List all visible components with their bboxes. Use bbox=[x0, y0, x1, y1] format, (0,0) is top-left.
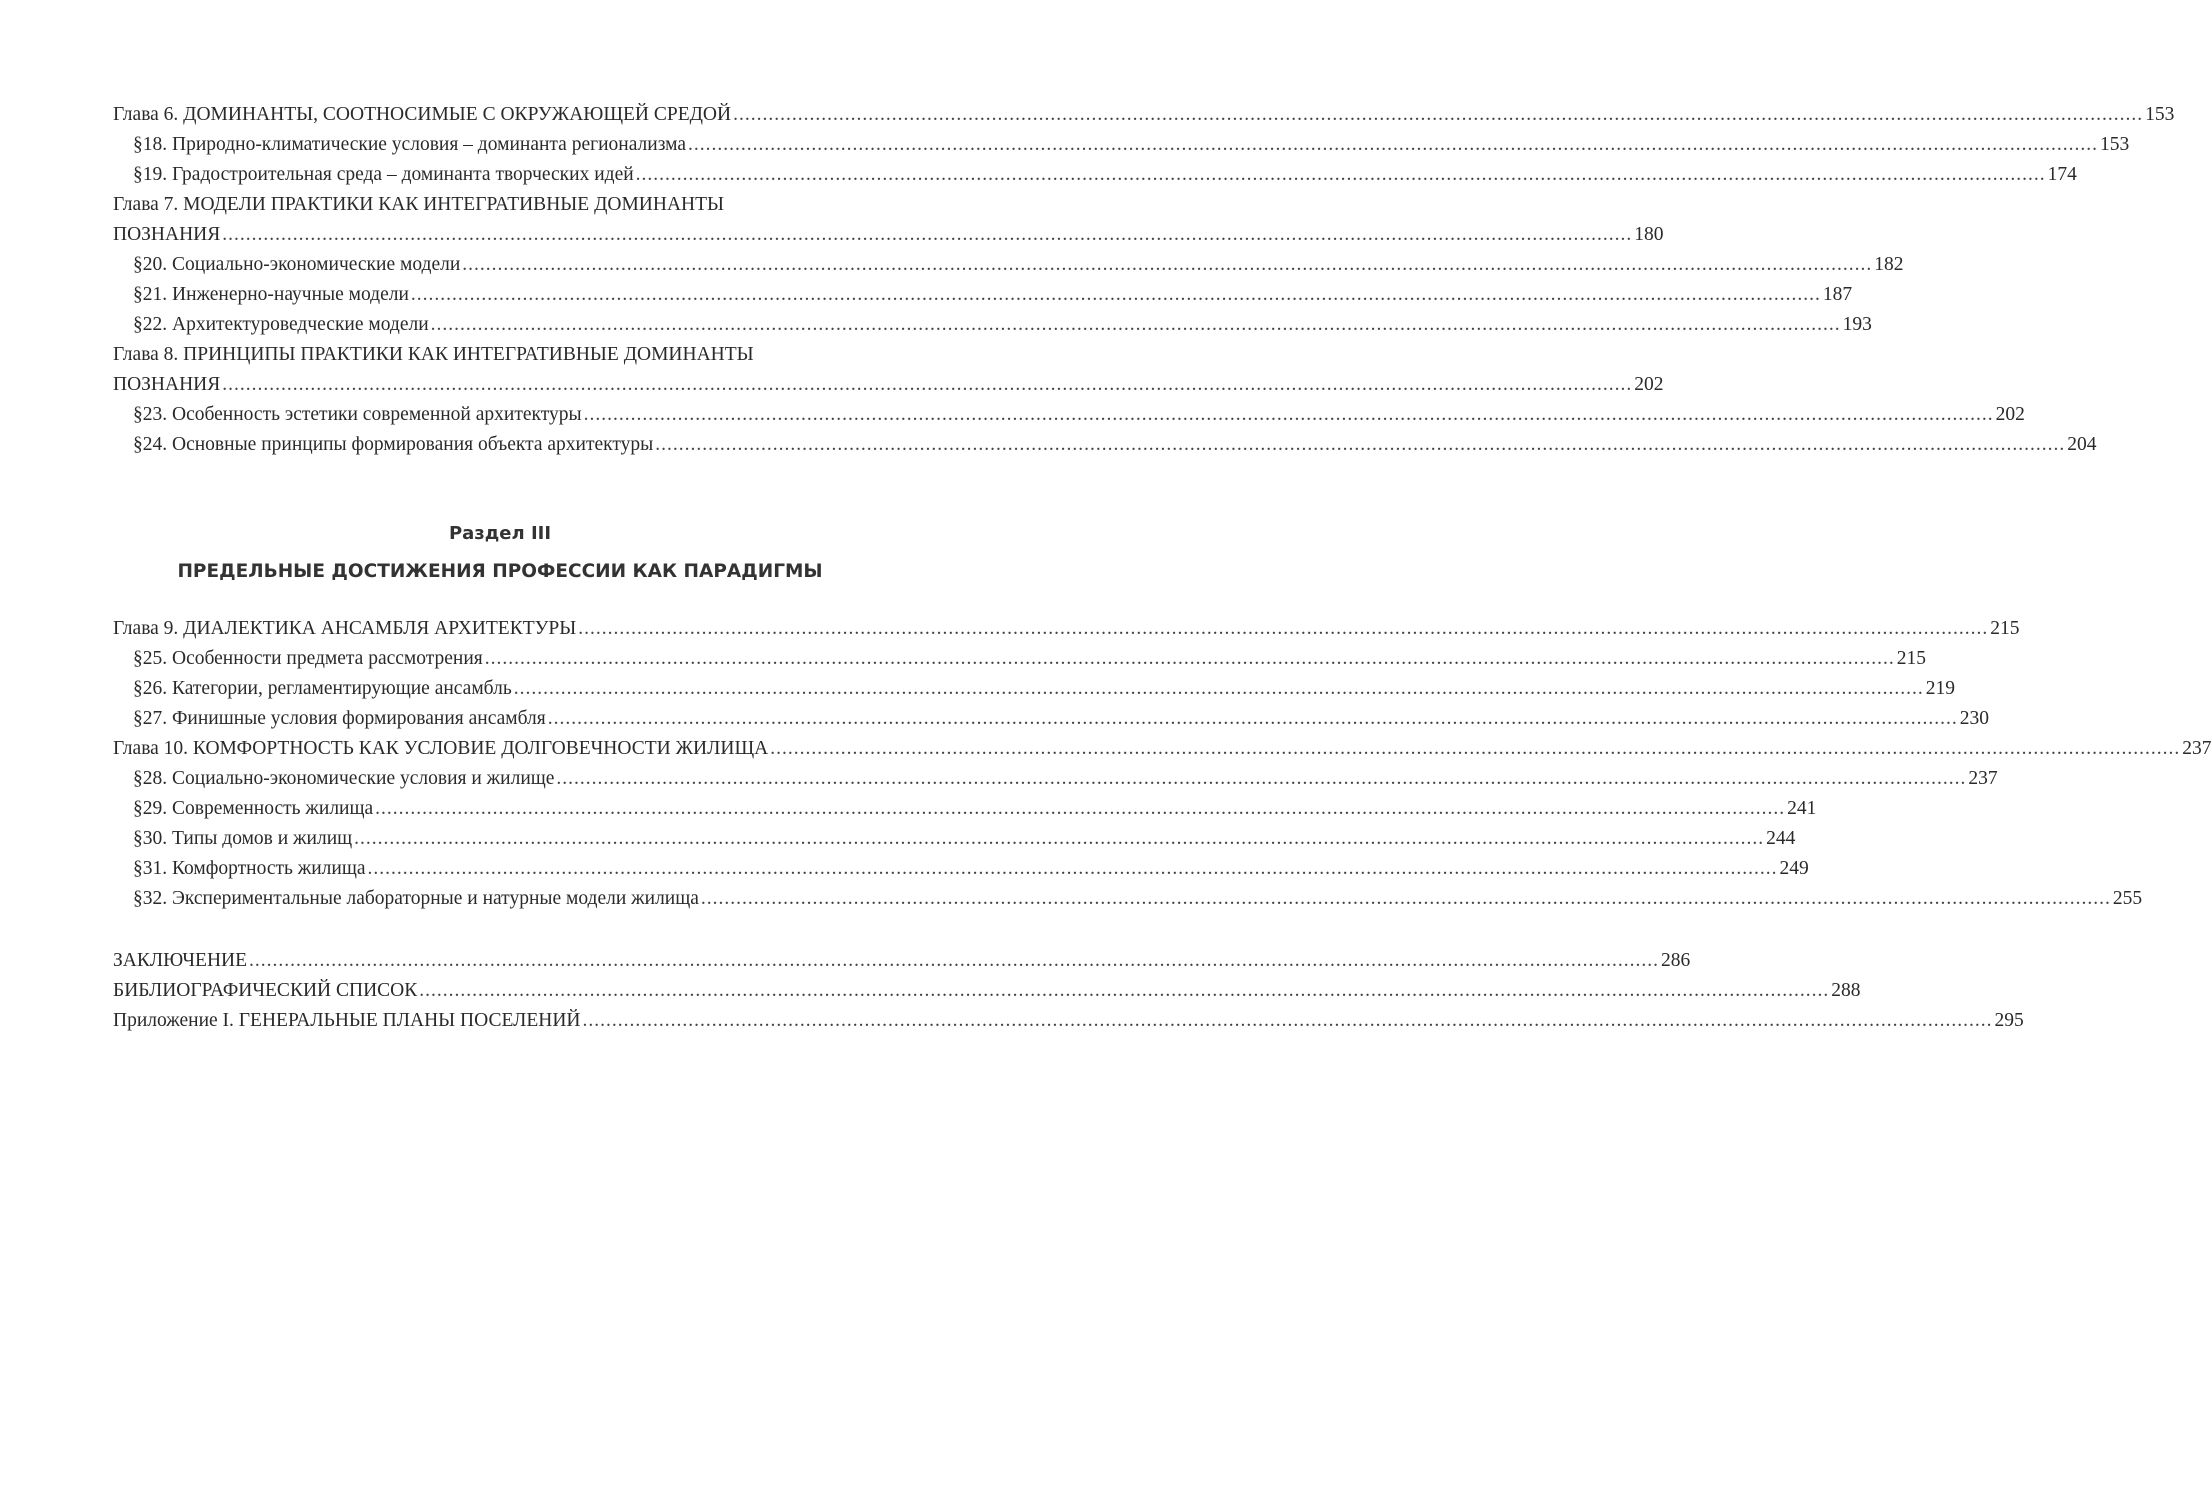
toc-section-entry bbox=[113, 280, 1853, 310]
toc-section-entry bbox=[113, 400, 2025, 430]
dot-leader bbox=[556, 764, 1966, 794]
toc-section-entry bbox=[113, 674, 1955, 704]
dot-leader bbox=[548, 704, 1958, 734]
dot-leader bbox=[688, 130, 2098, 160]
toc-section-entry bbox=[113, 310, 1872, 340]
toc-chapter-entry bbox=[113, 1006, 2024, 1036]
toc-page-number: 215 bbox=[1896, 648, 1926, 669]
dot-leader bbox=[701, 884, 2111, 914]
toc-section-entry bbox=[113, 884, 2143, 914]
dot-leader bbox=[222, 370, 1632, 400]
dot-leader bbox=[655, 430, 2065, 460]
toc-page-number: 244 bbox=[1766, 828, 1796, 849]
toc-page-number: 219 bbox=[1925, 678, 1955, 699]
toc-entry-title: ЗАКЛЮЧЕНИЕ bbox=[113, 950, 248, 971]
toc-chapter-title-line1: Глава 7. МОДЕЛИ ПРАКТИКИ КАК ИНТЕГРАТИВНЫЕ ДОМИНАНТЫ bbox=[113, 194, 725, 215]
toc-chapter-entry bbox=[113, 220, 1664, 250]
toc-page-number: 187 bbox=[1822, 284, 1853, 305]
dot-leader bbox=[431, 310, 1841, 340]
toc-entry-title: Глава 9. ДИАЛЕКТИКА АНСАМБЛЯ АРХИТЕКТУРЫ bbox=[113, 618, 577, 639]
toc-bottom-block bbox=[113, 614, 2211, 914]
toc-chapter-entry bbox=[113, 976, 1861, 1006]
dot-leader bbox=[578, 614, 1988, 644]
dot-leader bbox=[733, 100, 2143, 130]
toc-entry-title: §25. Особенности предмета рассмотрения bbox=[133, 648, 483, 669]
toc-section-entry bbox=[113, 704, 1989, 734]
dot-leader bbox=[354, 824, 1764, 854]
toc-page-number: 174 bbox=[2047, 164, 2077, 185]
dot-leader bbox=[584, 400, 1994, 430]
section-header bbox=[0, 518, 1000, 592]
toc-section-entry bbox=[113, 160, 2077, 190]
toc-chapter-entry bbox=[113, 946, 1691, 976]
dot-leader bbox=[514, 674, 1924, 704]
toc-section-entry bbox=[113, 130, 2130, 160]
toc-section-entry bbox=[113, 824, 1796, 854]
toc-entry-title: §26. Категории, регламентирующие ансамбль bbox=[133, 678, 512, 699]
toc-page-number: 295 bbox=[1994, 1010, 2024, 1031]
dot-leader bbox=[583, 1006, 1993, 1036]
dot-leader bbox=[462, 250, 1872, 280]
toc-entry-title: §20. Социально-экономические модели bbox=[133, 254, 461, 275]
toc-page-number: 182 bbox=[1874, 254, 1904, 275]
toc-entry-title: §22. Архитектуроведческие модели bbox=[133, 314, 429, 335]
section-label: Раздел III bbox=[448, 523, 552, 544]
toc-page-number: 153 bbox=[2100, 134, 2130, 155]
toc-top-block bbox=[113, 100, 2175, 460]
toc-entry-title-line2: ПОЗНАНИЯ bbox=[113, 224, 221, 245]
toc-entry-title: §29. Современность жилища bbox=[133, 798, 374, 819]
toc-entry-title: Приложение I. ГЕНЕРАЛЬНЫЕ ПЛАНЫ ПОСЕЛЕНИЙ bbox=[113, 1010, 581, 1031]
toc-entry-title-line2: ПОЗНАНИЯ bbox=[113, 374, 221, 395]
dot-leader bbox=[419, 976, 1829, 1006]
toc-page-number: 193 bbox=[1842, 314, 1872, 335]
toc-page-number: 237 bbox=[2182, 738, 2211, 759]
toc-page-number: 237 bbox=[1968, 768, 1998, 789]
toc-entry-title: §21. Инженерно-научные модели bbox=[133, 284, 409, 305]
toc-page-number: 286 bbox=[1661, 950, 1691, 971]
dot-leader bbox=[222, 220, 1632, 250]
toc-entry-title: §27. Финишные условия формирования ансамбля bbox=[133, 708, 546, 729]
toc-entry-title: Глава 6. ДОМИНАНТЫ, СООТНОСИМЫЕ С ОКРУЖАЮЩЕЙ СРЕДОЙ bbox=[113, 104, 732, 125]
toc-page-number: 241 bbox=[1787, 798, 1817, 819]
toc-entry-title: §30. Типы домов и жилищ bbox=[133, 828, 353, 849]
toc-section-entry bbox=[113, 764, 1998, 794]
dot-leader bbox=[770, 734, 2180, 764]
toc-entry-title: §23. Особенность эстетики современной архитектуры bbox=[133, 404, 582, 425]
toc-end-block bbox=[113, 946, 2024, 1036]
toc-entry-title: §19. Градостроительная среда – доминанта творческих идей bbox=[133, 164, 634, 185]
toc-section-entry bbox=[113, 794, 1817, 824]
toc-entry-title: Глава 10. КОМФОРТНОСТЬ КАК УСЛОВИЕ ДОЛГОВЕЧНОСТИ ЖИЛИЩА bbox=[113, 738, 769, 759]
toc-page-number: 288 bbox=[1831, 980, 1861, 1001]
toc-section-entry bbox=[113, 430, 2097, 460]
dot-leader bbox=[485, 644, 1895, 674]
toc-page-number: 249 bbox=[1779, 858, 1809, 879]
toc-page-number: 255 bbox=[2112, 888, 2143, 909]
dot-leader bbox=[411, 280, 1821, 310]
toc-page-number: 180 bbox=[1634, 224, 1664, 245]
dot-leader bbox=[249, 946, 1659, 976]
toc-page-number: 153 bbox=[2145, 104, 2175, 125]
toc-entry-title: БИБЛИОГРАФИЧЕСКИЙ СПИСОК bbox=[113, 980, 418, 1001]
dot-leader bbox=[636, 160, 2046, 190]
toc-chapter-entry bbox=[113, 370, 1664, 400]
dot-leader bbox=[375, 794, 1785, 824]
section-title: ПРЕДЕЛЬНЫЕ ДОСТИЖЕНИЯ ПРОФЕССИИ КАК ПАРАДИГМЫ bbox=[177, 561, 823, 582]
toc-chapter-title-line1: Глава 8. ПРИНЦИПЫ ПРАКТИКИ КАК ИНТЕГРАТИВНЫЕ ДОМИНАНТЫ bbox=[113, 344, 754, 365]
toc-page-number: 202 bbox=[1995, 404, 2025, 425]
dot-leader bbox=[368, 854, 1778, 884]
toc-entry-title: §28. Социально-экономические условия и жилище bbox=[133, 768, 555, 789]
toc-entry-title: §32. Экспериментальные лабораторные и натурные модели жилища bbox=[133, 888, 699, 909]
toc-entry-title: §31. Комфортность жилища bbox=[133, 858, 366, 879]
toc-entry-title: §18. Природно-климатические условия – доминанта регионализма bbox=[133, 134, 686, 155]
toc-section-entry bbox=[113, 854, 1809, 884]
toc-section-entry bbox=[113, 644, 1926, 674]
toc-chapter-entry bbox=[113, 734, 2211, 764]
toc-section-entry bbox=[113, 250, 1904, 280]
toc-entry-title: §24. Основные принципы формирования объекта архитектуры bbox=[133, 434, 654, 455]
toc-page-number: 202 bbox=[1634, 374, 1664, 395]
toc-chapter-entry bbox=[113, 100, 2175, 130]
toc-chapter-entry bbox=[113, 614, 2020, 644]
toc-page-number: 204 bbox=[2067, 434, 2097, 455]
toc-page-number: 230 bbox=[1959, 708, 1989, 729]
toc-page-number: 215 bbox=[1990, 618, 2020, 639]
